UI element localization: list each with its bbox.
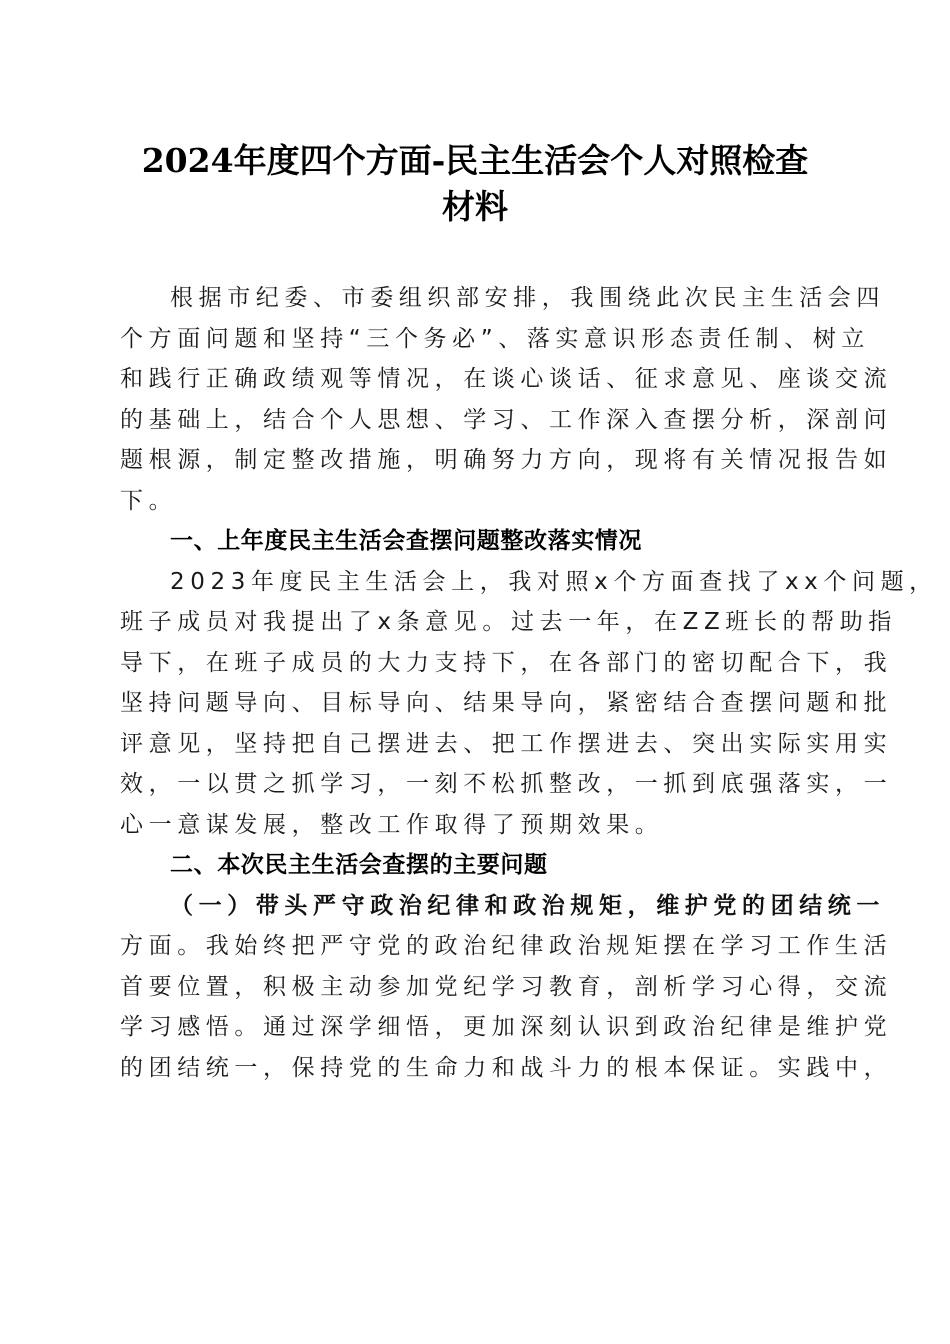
- text-line: 班子成员对我提出了x条意见。过去一年，在ZZ班长的帮助指: [120, 609, 897, 635]
- text-line: 题根源，制定整改措施，明确努力方向，现将有关情况报告如: [120, 447, 893, 473]
- text-line: 评意见，坚持把自己摆进去、把工作摆进去、突出实际实用实: [120, 730, 893, 757]
- text-line: 个方面问题和坚持“三个务必”、落实意识形态责任制、树立: [120, 325, 871, 352]
- document-body: [120, 278, 938, 1088]
- text-line: 2023年度民主生活会上，我对照x个方面查找了xx个问题，: [170, 568, 938, 595]
- text-line: 的基础上，结合个人思想、学习、工作深入查摆分析，深剖问: [120, 406, 893, 433]
- subsection-1-heading: （一）带头严守政治纪律和政治规矩，维护党的团结统一: [170, 892, 885, 919]
- text-line: 学习感悟。通过深学细悟，更加深刻认识到政治纪律是维护党: [120, 1014, 893, 1040]
- subsection-1-paragraph: [120, 886, 893, 1089]
- section-1-heading: 一、上年度民主生活会查摆问题整改落实情况: [170, 528, 642, 554]
- text-line: 导下，在班子成员的大力支持下，在各部门的密切配合下，我: [120, 649, 893, 676]
- section-2-heading: 二、本次民主生活会查摆的主要问题: [170, 852, 548, 878]
- intro-paragraph: [120, 278, 893, 521]
- text-line: 心一意谋发展，整改工作取得了预期效果。: [120, 811, 664, 838]
- text-line: 根据市纪委、市委组织部安排，我围绕此次民主生活会四: [170, 285, 885, 311]
- section-1-paragraph: [120, 562, 938, 846]
- title-line-1: 2024年度四个方面-民主生活会个人对照检查: [141, 141, 809, 180]
- text-line: 方面。我始终把严守党的政治纪律政治规矩摆在学习工作生活: [120, 933, 893, 959]
- document-title: [110, 138, 840, 230]
- text-line: 和践行正确政绩观等情况，在谈心谈话、征求意见、座谈交流: [120, 366, 893, 392]
- text-line: 的团结统一，保持党的生命力和战斗力的根本保证。实践中，: [120, 1054, 893, 1081]
- text-line: 效，一以贯之抓学习，一刻不松抓整改，一抓到底强落实，一: [120, 771, 893, 797]
- title-line-2: 材料: [442, 187, 508, 226]
- text-line: 坚持问题导向、目标导向、结果导向，紧密结合查摆问题和批: [120, 690, 893, 716]
- text-line: 首要位置，积极主动参加党纪学习教育，剖析学习心得，交流: [120, 973, 893, 1000]
- text-line: 下。: [120, 487, 178, 514]
